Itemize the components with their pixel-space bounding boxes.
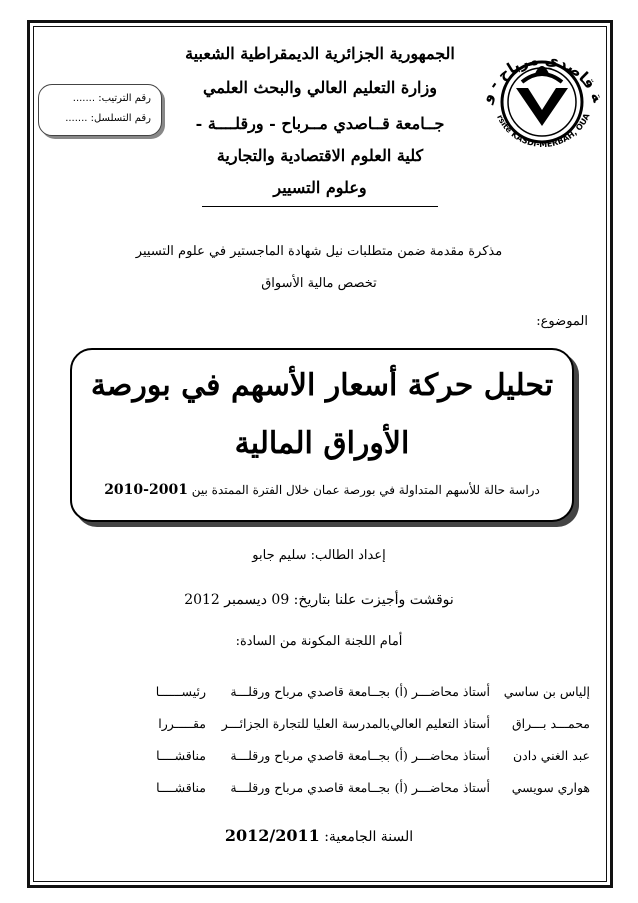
header-faculty: كلية العلوم الاقتصادية والتجارية	[216, 146, 424, 165]
jury-name: إلياس بن ساسي	[503, 684, 590, 699]
jury-role: مقـــــررا	[158, 716, 206, 731]
jury-institution: بجــامعة قاصدي مرباح ورقلـــة	[230, 780, 390, 795]
jury-institution: بالمدرسة العليا للتجارة الجزائـــر	[221, 716, 390, 731]
case-study-years: 2001-2010	[104, 482, 188, 498]
case-study	[72, 482, 572, 498]
jury-name: هواري سويسي	[511, 780, 590, 795]
logo-arabic-text: ة قاصدي مرباح - و	[476, 50, 607, 106]
student-info	[60, 548, 578, 563]
academic-year-value: 2012/2011	[224, 826, 320, 845]
academic-year	[160, 826, 478, 845]
thesis-title-box	[70, 348, 574, 522]
jury-title: أستاذ التعليم العالي	[390, 716, 490, 731]
jury-title: أستاذ محاضـــر (أ)	[394, 780, 490, 795]
jury-title: أستاذ محاضـــر (أ)	[394, 684, 490, 699]
thesis-title-line1: تحليل حركة أسعار الأسهم في بورصة	[90, 368, 554, 403]
defense-date: نوقشت وأجيزت علنا بتاريخ: 09 ديسمبر 2012	[184, 592, 454, 608]
header-university: جــامعة قــاصدي مــرباح - ورقلــــة -	[195, 114, 445, 133]
jury-role: رئيســــــا	[155, 684, 206, 699]
header-faculty-cont: وعلوم التسيير	[273, 178, 367, 197]
jury-row	[90, 716, 590, 736]
header-republic: الجمهورية الجزائرية الديمقراطية الشعبية	[185, 44, 455, 63]
case-study-text: دراسة حالة للأسهم المتداولة في بورصة عمان خلال الفترة الممتدة بين	[191, 483, 540, 497]
header-divider	[202, 206, 438, 207]
jury-role: مناقشــــا	[156, 748, 206, 763]
serial-number: رقم التسلسل: .......	[65, 113, 151, 124]
jury-title: أستاذ محاضـــر (أ)	[394, 748, 490, 763]
academic-year-label: السنة الجامعية:	[324, 829, 414, 845]
subject-label: الموضوع:	[536, 314, 588, 329]
rank-number: رقم الترتيب: .......	[72, 93, 151, 104]
jury-row	[90, 748, 590, 768]
jury-institution: بجــامعة قاصدي مرباح ورقلـــة	[230, 684, 390, 699]
header-ministry: وزارة التعليم العالي والبحث العلمي	[203, 78, 437, 97]
jury-role: مناقشــــا	[156, 780, 206, 795]
university-logo-icon	[472, 26, 612, 166]
committee-label: أمام اللجنة المكونة من السادة:	[235, 634, 403, 649]
student-name: سليم جابو	[252, 548, 307, 563]
reference-box	[38, 84, 162, 136]
specialty: تخصص مالية الأسواق	[261, 276, 377, 291]
jury-institution: بجــامعة قاصدي مرباح ورقلـــة	[230, 748, 390, 763]
logo-latin-text: rsité KASDI-MERBAH, OUA	[495, 112, 592, 149]
student-label: إعداد الطالب:	[310, 548, 386, 563]
memo-statement: مذكرة مقدمة ضمن متطلبات نيل شهادة الماجستير في علوم التسيير	[135, 244, 503, 259]
thesis-title-line2: الأوراق المالية	[234, 426, 410, 461]
jury-name: عبد الغني دادن	[512, 748, 590, 763]
jury-row	[90, 780, 590, 800]
jury-name: محمـــد بـــراق	[511, 716, 590, 731]
jury-row	[90, 684, 590, 704]
